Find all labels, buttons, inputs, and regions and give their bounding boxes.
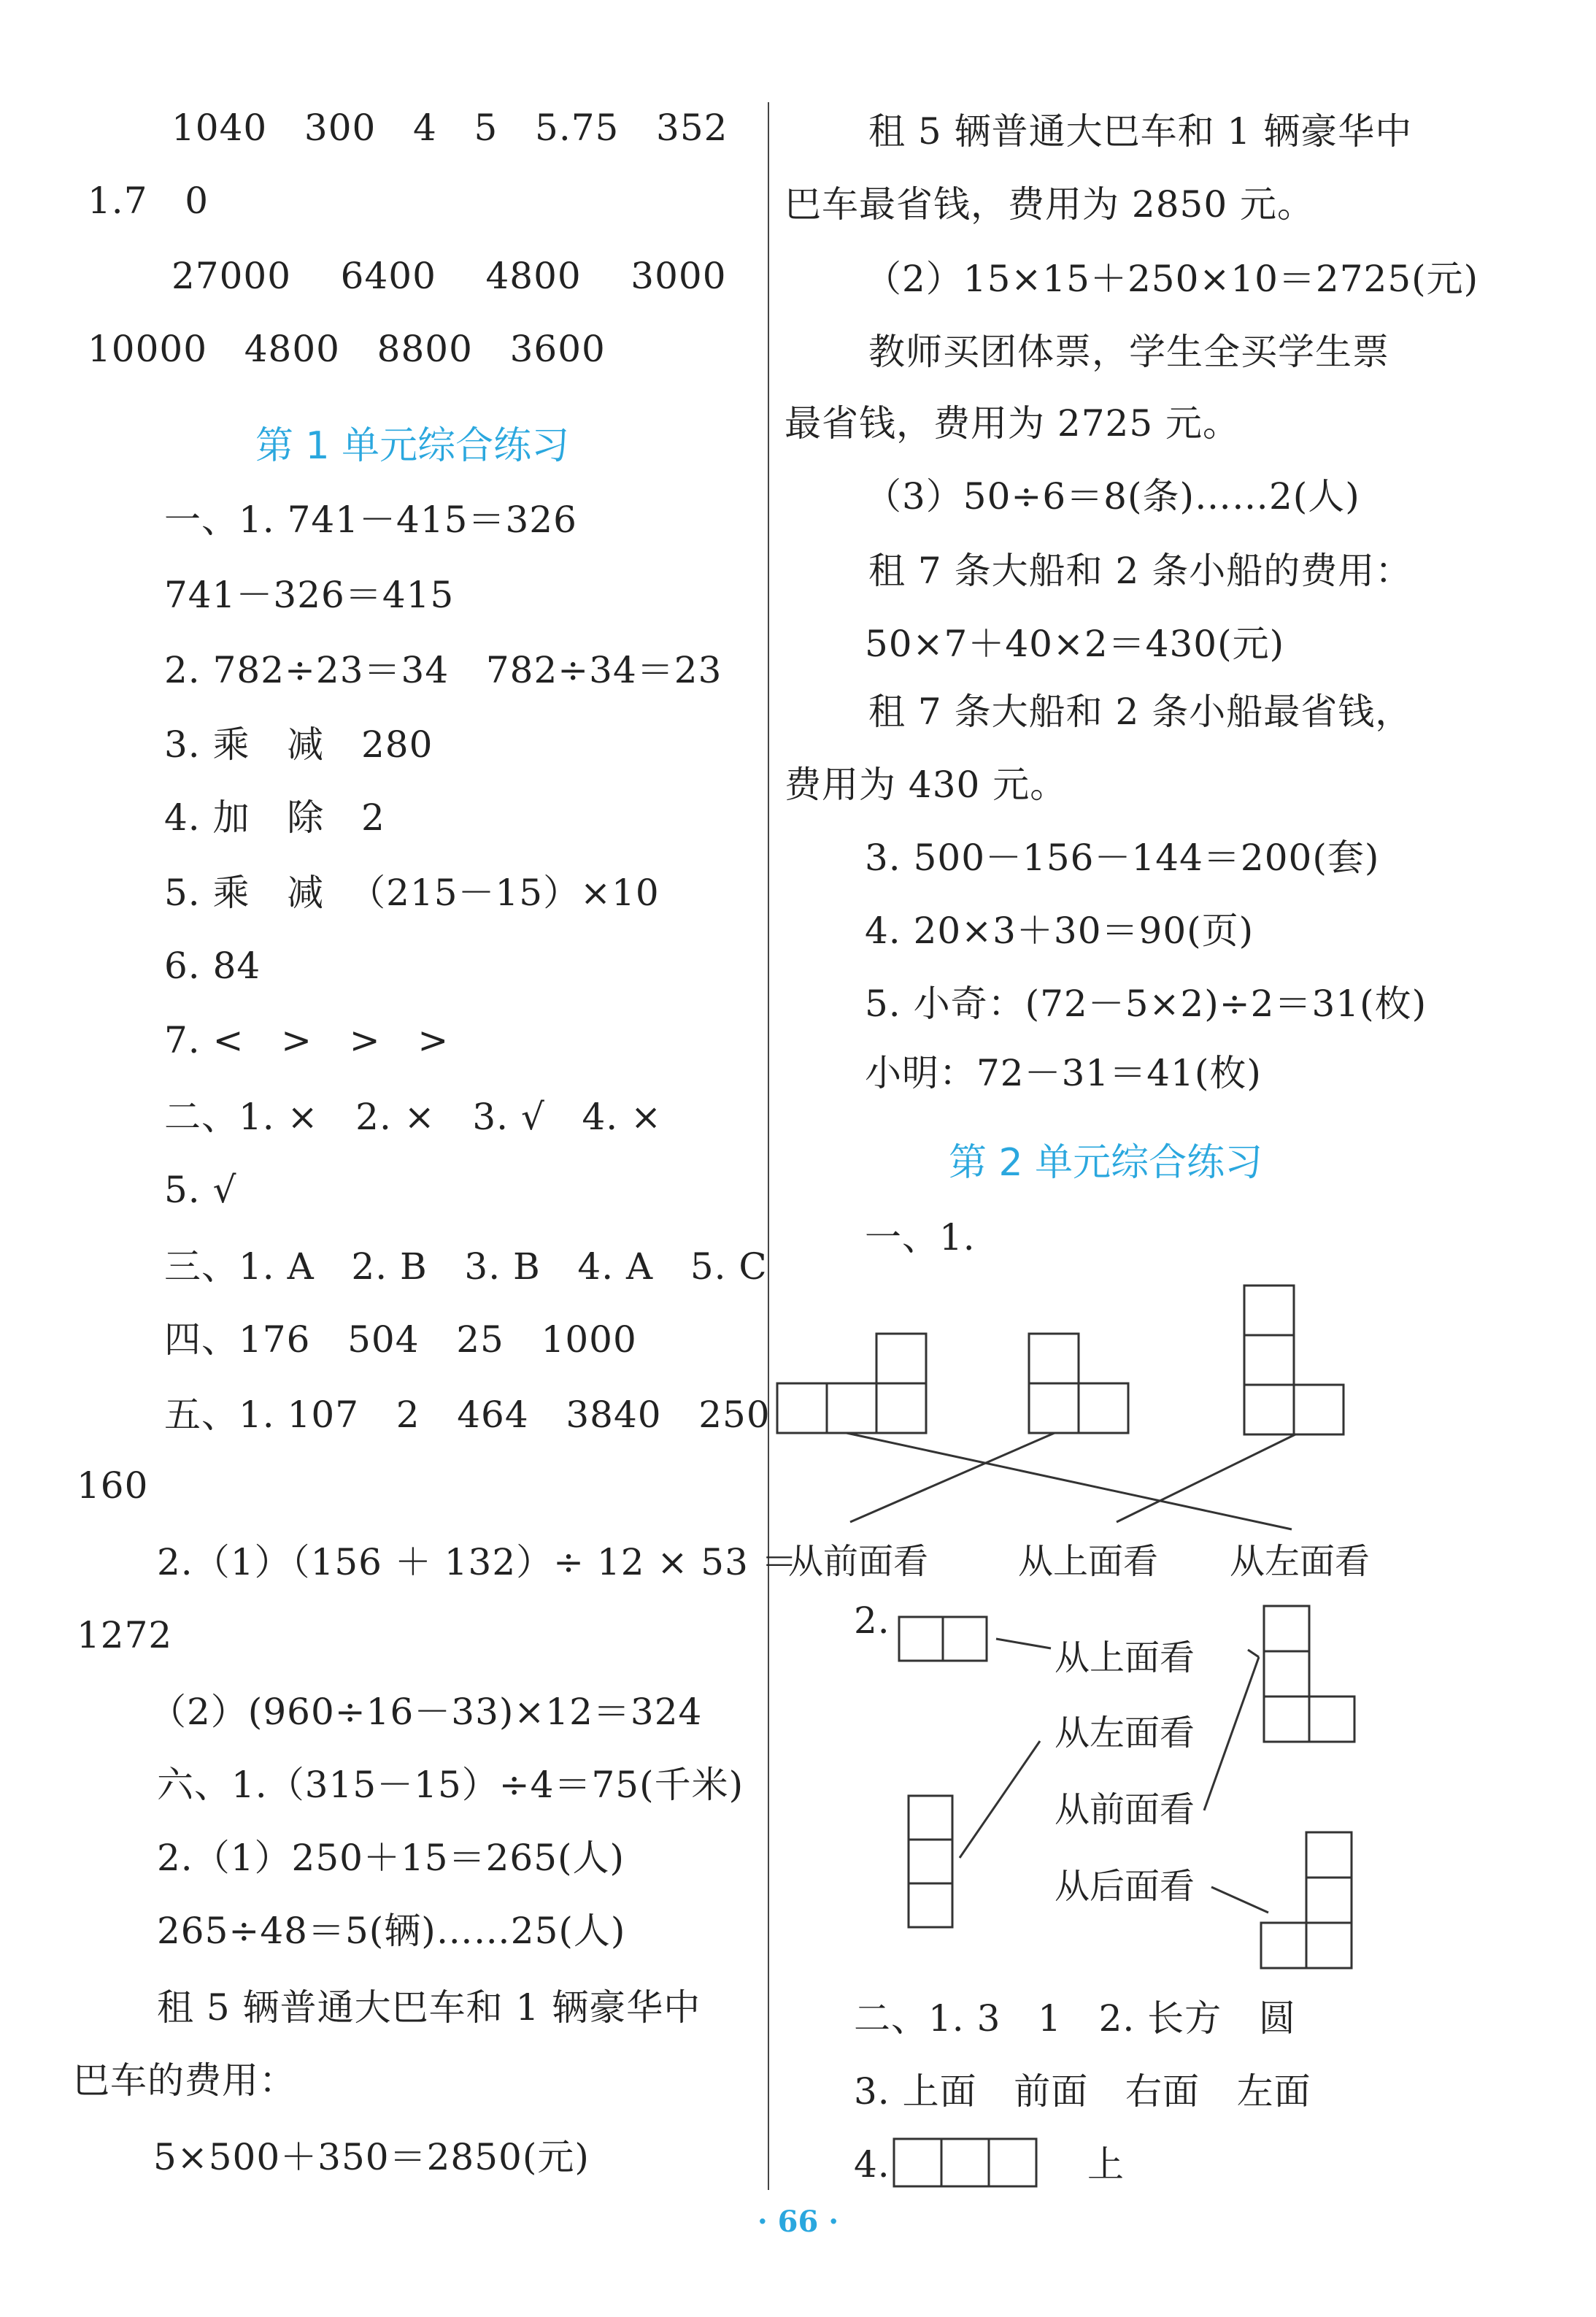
answer-line: 教师买团体票，学生全买学生票 xyxy=(868,331,1389,373)
answer-line: 1.7 0 xyxy=(88,180,209,222)
answer-line: 2. 782÷23＝34 782÷34＝23 xyxy=(164,649,722,691)
view-label: 从后面看 xyxy=(1055,1866,1195,1907)
answer-line: 3. 上面 前面 右面 左面 xyxy=(854,2070,1311,2113)
answer-line: 四、176 504 25 1000 xyxy=(164,1318,637,1361)
answer-line: 1272 xyxy=(77,1614,173,1656)
answer-line: 1040 300 4 5 5.75 352 xyxy=(171,107,728,149)
answer-line: 2.（1）（156 ＋ 132）÷ 12 × 53 ＝ xyxy=(157,1541,798,1583)
answer-line: 一、1. xyxy=(865,1216,976,1259)
answer-line: 5. √ xyxy=(164,1169,237,1211)
answer-line: 10000 4800 8800 3600 xyxy=(88,328,606,370)
answer-line: 小明：72－31＝41(枚) xyxy=(865,1052,1262,1094)
answer-line: 租 7 条大船和 2 条小船最省钱， xyxy=(868,691,1413,733)
answer-line: 六、1.（315－15）÷4＝75(千米) xyxy=(157,1764,744,1806)
answer-line: 7. < > > > xyxy=(164,1019,450,1061)
answer-line: 4. 加 除 2 xyxy=(164,796,385,839)
answer-line: 巴车的费用： xyxy=(73,2059,296,2102)
answer-line: 5. 乘 减 （215－15）×10 xyxy=(164,872,660,914)
answer-line: 三、1. A 2. B 3. B 4. A 5. C xyxy=(164,1245,768,1288)
answer-line: 租 5 辆普通大巴车和 1 辆豪华中 xyxy=(157,1986,701,2029)
answer-line: 160 xyxy=(77,1464,149,1507)
answer-line: 6. 84 xyxy=(164,945,261,987)
section-heading: 第 2 单元综合练习 xyxy=(949,1141,1263,1185)
answer-line: 50×7＋40×2＝430(元) xyxy=(865,623,1285,665)
view-label: 从前面看 xyxy=(788,1541,929,1582)
answer-line: 5. 小奇：(72－5×2)÷2＝31(枚) xyxy=(865,983,1427,1025)
answer-line: 4. xyxy=(854,2143,890,2186)
answer-line: 租 5 辆普通大巴车和 1 辆豪华中 xyxy=(868,110,1413,153)
answer-line: 265÷48＝5(辆)……25(人) xyxy=(157,1910,626,1952)
answer-line: 2.（1）250＋15＝265(人) xyxy=(157,1837,625,1879)
section-heading: 第 1 单元综合练习 xyxy=(255,424,570,468)
answer-line: （3）50÷6＝8(条)……2(人) xyxy=(865,475,1360,518)
view-label: 从上面看 xyxy=(1018,1541,1159,1582)
answer-line: 二、1. × 2. × 3. √ 4. × xyxy=(164,1096,662,1138)
answer-line: 五、1. 107 2 464 3840 250 xyxy=(164,1394,771,1436)
view-label: 从前面看 xyxy=(1055,1789,1195,1830)
answer-line: 3. 500－156－144＝200(套) xyxy=(865,837,1380,879)
answer-line: 3. 乘 减 280 xyxy=(164,723,433,766)
answer-line: 巴车最省钱，费用为 2850 元。 xyxy=(784,183,1315,226)
answer-line: 费用为 430 元。 xyxy=(784,764,1068,806)
answer-line: （2）15×15＋250×10＝2725(元) xyxy=(865,258,1479,300)
view-label: 从上面看 xyxy=(1055,1637,1195,1678)
answer-line: （2）(960÷16－33)×12＝324 xyxy=(150,1691,703,1733)
answer-line: 5×500＋350＝2850(元) xyxy=(153,2136,590,2178)
answer-line: 741－326＝415 xyxy=(164,574,455,616)
answer-line: 4. 20×3＋30＝90(页) xyxy=(865,910,1254,952)
answer-line: 2. xyxy=(854,1599,890,1642)
answer-line: 租 7 条大船和 2 条小船的费用： xyxy=(868,550,1413,592)
answer-line: 二、1. 3 1 2. 长方 圆 xyxy=(854,1997,1296,2040)
answer-line: 一、1. 741－415＝326 xyxy=(164,499,577,541)
page-number: · 66 · xyxy=(757,2205,839,2239)
answer-line: 27000 6400 4800 3000 xyxy=(171,255,727,297)
view-label: 从左面看 xyxy=(1055,1713,1195,1753)
answer-line: 上 xyxy=(1087,2143,1125,2186)
view-label: 从左面看 xyxy=(1230,1541,1371,1582)
answer-line: 最省钱，费用为 2725 元。 xyxy=(784,402,1241,445)
